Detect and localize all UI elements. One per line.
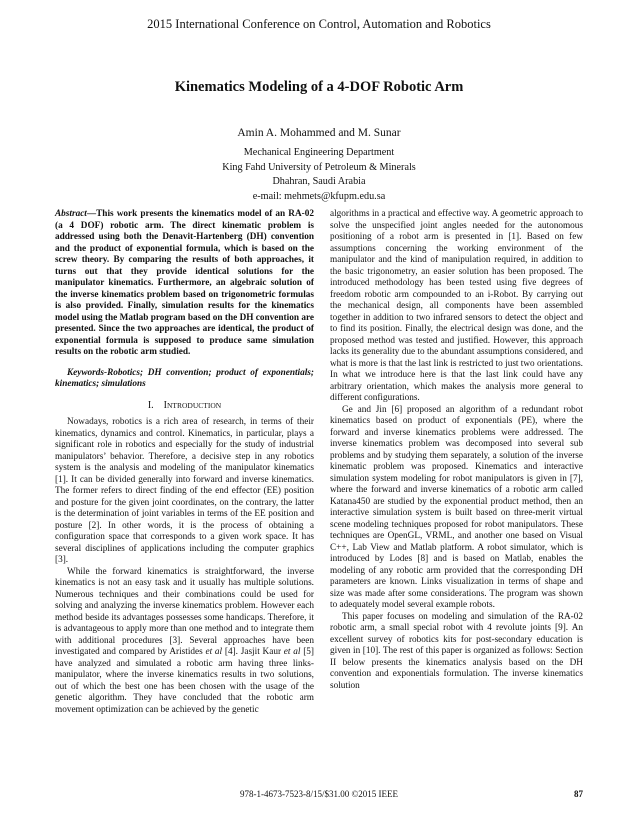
footer-isbn: 978-1-4673-7523-8/15/$31.00 ©2015 IEEE [239,789,399,799]
right-column [330,209,583,692]
affiliation-location: Dhahran, Saudi Arabia [272,176,366,187]
section-numeral: I. [147,399,154,411]
abstract-lead: Abstract [55,209,87,219]
affiliation-block [0,146,638,204]
right-paragraph-3: This paper focuses on modeling and simulation of the RA-02 robotic arm, a small special robot with 4 revolute joints [9]. An excellent survey of robotics kits for post-secondary education is given in [10]. The rest of this paper is organized as follows: Section II below presents the kinematics analysis based on the DH convention and exponentials formulation. The inverse kinematics solution [330,611,583,691]
section-title-initial: I [163,399,167,411]
affiliation-email[interactable]: e-mail: mehmets@kfupm.edu.sa [252,190,386,202]
para2-text-b: [4]. Jasjit Kaur [222,647,284,657]
para2-etal-2: et al [283,647,301,657]
paper-title: Kinematics Modeling of a 4-DOF Robotic Arm [174,79,464,95]
abstract-dash: — [86,209,97,219]
section-heading-introduction [55,400,314,412]
right-paragraph-1: algorithms in a practical and effective way. A geometric approach to solve the unspecified joint angles needed for the autonomous positioning of a robot arm is presented in [1]. Based on few assumptions concerning the working environment of the manipulator and the kind of manipulation required, in addition to the basic trigonometry, an easier solution has been proposed. The introduced methodology has been tested using five degrees of freedom robotic arm compounded to an i-Robot. By carrying out the mechanical design, all components have been assembled together in addition to two infrared sensors to detect the object and to find its position. Finally, the electrical design was done, and the proposed method was tested and justified. However, this approach lacks its generality due to the abundant assumptions considered, and what is more is that the last link is restricted to just two orientations. In what we introduce here is that the last link could have any arbitrary orientation, which makes the analysis more general to different configurations. [330,209,583,403]
intro-paragraph-1: Nowadays, robotics is a rich area of research, in terms of their kinematics, dynamics and control. Kinematics, in particular, plays a significant role in robotics and especially for the study of industrial manipulators’ behavior. Therefore, a decisive step in any robotics system is the analysis and modeling of the manipulator kinematics [1]. It can be divided generally into forward and inverse kinematics. The former refers to direct finding of the end effector (EE) position and posture for the given joint coordinates, on the contrary, the latter is the determination of joint variables in terms of the EE position and posture [2]. In other words, it is the process of obtaining a configuration space that corresponds to a given work space. It has several disciplines of applications including the computer graphics [3]. [55,417,314,565]
left-column [55,209,314,716]
intro-paragraph-2 [55,567,314,717]
para2-text-c: [5] have analyzed and simulated a robotic arm having three links-manipulator, where the inverse kinematics results in two solutions, out of which the best one has been chosen with the usage of the genetic algorithm. They have concluded that the robotic arm movement optimization can be achieved by the genetic [55,647,314,715]
keywords: Keywords-Robotics; DH convention; product of exponentials; kinematics; simulations [55,367,314,389]
affiliation-department: Mechanical Engineering Department [243,147,395,158]
abstract [55,209,314,359]
right-paragraph-2: Ge and Jin [6] proposed an algorithm of a redundant robot kinematics based on product of exponentials (PE), where the forward and inverse kinematics problems were addressed. The inverse kinematics problem was decomposed into several sub problems and by studying them separately, a solution of the inverse kinematic problem was proposed. Kinematics and interactive simulation system modeling for robot manipulators is given in [7], where the forward and inverse kinematics of a robotic arm called Katana450 are studied by the exponential product method, then an interactive simulation system is built based on three-merit virtual scene modeling techniques proposed for robot manipulators. These techniques are OpenGL, VRML, and another one based on Visual C++, Lab View and Matlab platform. A robot simulator, which is introduced by Lodes [8] and is based on Matlab, enables the modeling of any robotic arm provided that the corresponding DH parameters are known. Links visualization in terms of shape and size was made after some considerations. The program was shown to adequately model several example robots. [330,404,583,610]
page-number: 87 [574,789,583,799]
abstract-text: This work presents the kinematics model of an RA-02 (a 4 DOF) robotic arm. The direct kinematic problem is addressed using both the Denavit-Hartenberg (DH) convention and the product of exponential formula, which is based on the screw theory. By comparing the results of both approaches, it turns out that they provide identical solutions for the manipulator kinematics. Furthermore, an algebraic solution of the inverse kinematics problem based on trigonometric formulas is also provided. Finally, simulation results for the kinematics model using the Matlab program based on the DH convention are presented. Since the two approaches are identical, the product of exponential formula is supposed to produce same simulation results on the robotic arm studied. [55,209,314,357]
paper-authors: Amin A. Mohammed and M. Sunar [237,127,401,139]
conference-header: 2015 International Conference on Control, Automation and Robotics [147,17,491,31]
para2-etal-1: et al [205,647,223,657]
section-title-rest: NTRODUCTION [167,400,222,410]
para2-text-a: While the forward kinematics is straightforward, the inverse kinematics is not an easy task and it usually has multiple solutions. Numerous techniques and their combinations could be used for solving and analyzing the inverse kinematics problem. However each method beside its advantages possesses some handicaps. Therefore, it is advantageous to apply more than one method and to integrate them with additional procedures [3]. Several approaches have been investigated and compared by Aristides [55,566,314,657]
affiliation-university: King Fahd University of Petroleum & Minerals [222,161,416,173]
